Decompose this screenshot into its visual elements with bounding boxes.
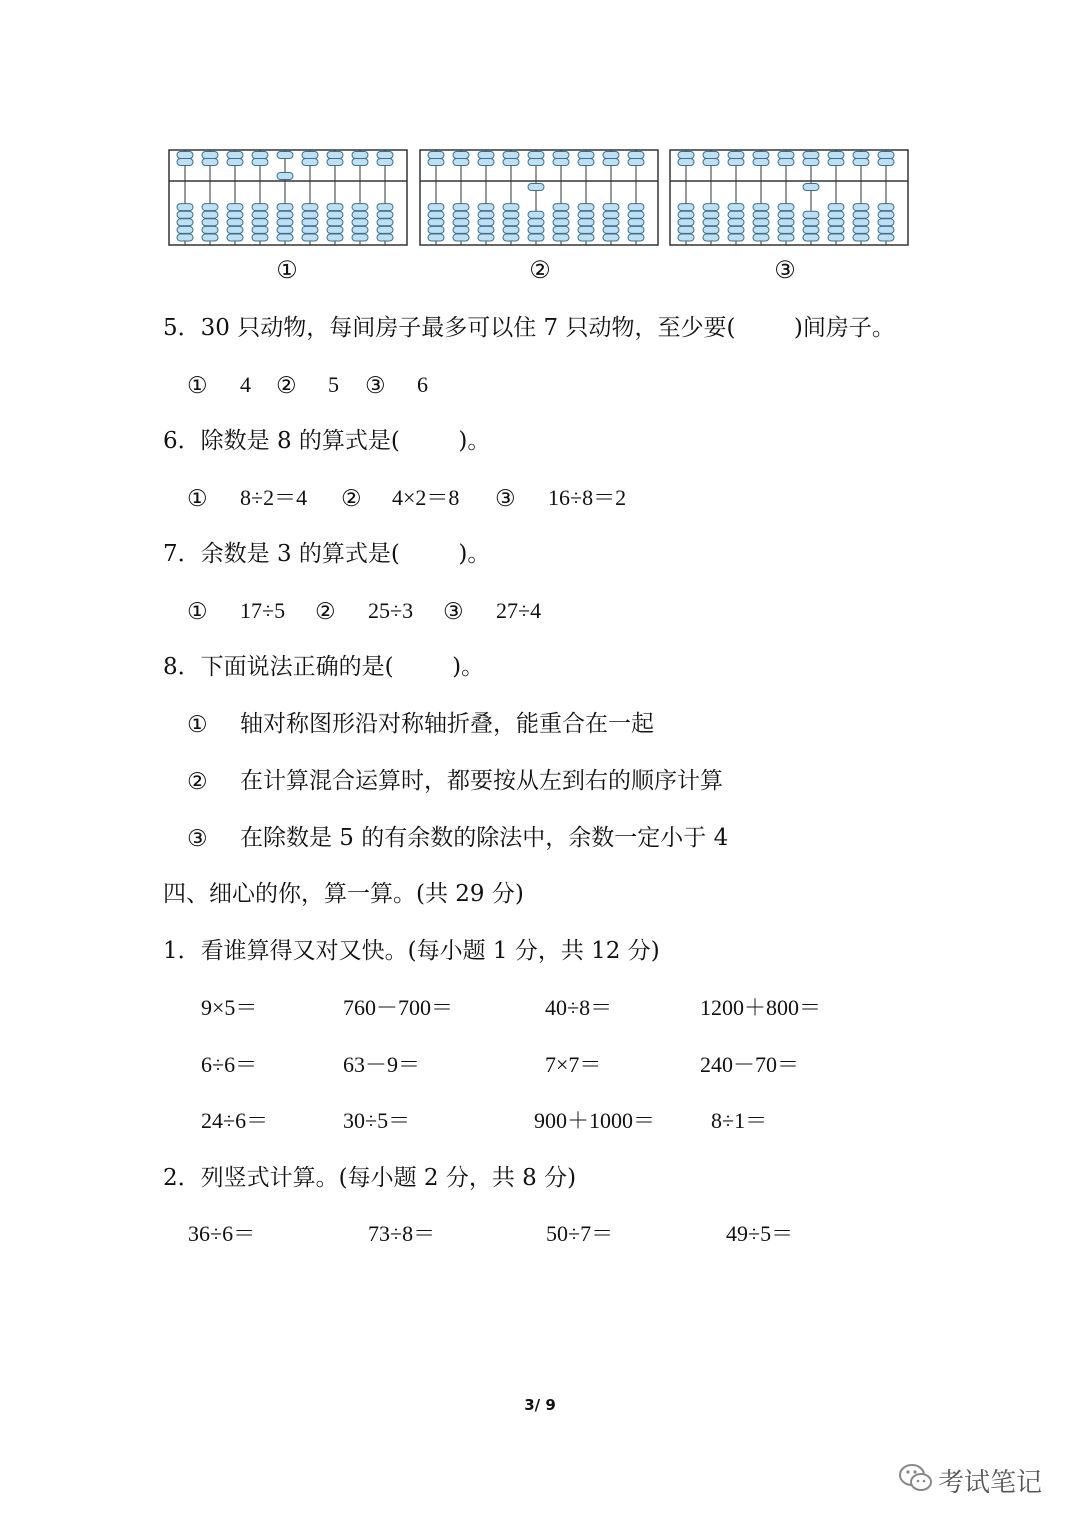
abacus-bead bbox=[803, 226, 819, 233]
q8-option-1: 轴对称图形沿对称轴折叠，能重合在一起 bbox=[240, 711, 654, 737]
abacus-bead bbox=[578, 204, 594, 211]
abacus-bead bbox=[177, 159, 193, 166]
wechat-icon bbox=[898, 1462, 934, 1496]
watermark-text: 考试笔记 bbox=[938, 1468, 1043, 1498]
abacus-bead bbox=[377, 152, 393, 159]
abacus-bead bbox=[878, 219, 894, 226]
abacus-bead bbox=[553, 204, 569, 211]
abacus-bead bbox=[803, 234, 819, 241]
vertical-calc-1: 36÷6＝ bbox=[188, 1221, 256, 1246]
q5-option-1-mark: ① bbox=[187, 373, 208, 399]
q8-option-2-mark: ② bbox=[187, 769, 208, 795]
abacus-bead bbox=[428, 152, 444, 159]
abacus-bead bbox=[302, 152, 318, 159]
abacus-bead bbox=[202, 234, 218, 241]
abacus-bead bbox=[453, 219, 469, 226]
abacus-bead bbox=[327, 219, 343, 226]
abacus-bead bbox=[603, 234, 619, 241]
abacus-bead bbox=[302, 226, 318, 233]
abacus-bead bbox=[828, 234, 844, 241]
abacus-bead bbox=[177, 234, 193, 241]
abacus-bead bbox=[578, 226, 594, 233]
abacus-bead bbox=[327, 159, 343, 166]
abacus-bead bbox=[252, 211, 268, 218]
abacus-bead bbox=[603, 211, 619, 218]
abacus-bead bbox=[428, 159, 444, 166]
abacus-bead bbox=[703, 211, 719, 218]
abacus-3 bbox=[669, 148, 911, 248]
abacus-bead bbox=[327, 211, 343, 218]
abacus-bead bbox=[803, 184, 819, 191]
abacus-bead bbox=[302, 211, 318, 218]
abacus-bead bbox=[277, 204, 293, 211]
q8-option-2: 在计算混合运算时，都要按从左到右的顺序计算 bbox=[240, 768, 723, 794]
abacus-bead bbox=[327, 234, 343, 241]
abacus-bead bbox=[252, 226, 268, 233]
abacus-bead bbox=[227, 152, 243, 159]
section-4-part-2-title: 2．列竖式计算。(每小题 2 分，共 8 分) bbox=[163, 1165, 577, 1191]
abacus-bead bbox=[828, 226, 844, 233]
q6-option-1-mark: ① bbox=[187, 486, 208, 512]
abacus-bead bbox=[202, 204, 218, 211]
abacus-bead bbox=[428, 234, 444, 241]
calc-r2-c1: 6÷6＝ bbox=[201, 1052, 258, 1077]
vertical-calc-3: 50÷7＝ bbox=[546, 1221, 614, 1246]
abacus-bead bbox=[352, 226, 368, 233]
question-5: 5．30 只动物，每间房子最多可以住 7 只动物，至少要( )间房子。 bbox=[163, 315, 895, 341]
calc-r3-c4: 8÷1＝ bbox=[711, 1108, 768, 1133]
calc-r2-c2: 63－9＝ bbox=[343, 1052, 421, 1077]
q7-option-3-mark: ③ bbox=[443, 599, 464, 625]
abacus-bead bbox=[603, 152, 619, 159]
abacus-bead bbox=[753, 204, 769, 211]
abacus-bead bbox=[528, 159, 544, 166]
abacus-bead bbox=[578, 211, 594, 218]
abacus-bead bbox=[352, 234, 368, 241]
abacus-bead bbox=[828, 211, 844, 218]
calc-r1-c4: 1200＋800＝ bbox=[700, 995, 822, 1020]
abacus-bead bbox=[453, 211, 469, 218]
abacus-bead bbox=[252, 159, 268, 166]
abacus-bead bbox=[728, 226, 744, 233]
calc-r3-c1: 24÷6＝ bbox=[201, 1108, 269, 1133]
q6-option-1: 8÷2＝4 bbox=[240, 485, 308, 510]
abacus-bead bbox=[503, 226, 519, 233]
abacus-bead bbox=[778, 211, 794, 218]
abacus-bead bbox=[478, 219, 494, 226]
abacus-bead bbox=[252, 234, 268, 241]
abacus-bead bbox=[878, 152, 894, 159]
abacus-bead bbox=[478, 226, 494, 233]
abacus-bead bbox=[828, 204, 844, 211]
abacus-bead bbox=[853, 234, 869, 241]
question-7: 7．余数是 3 的算式是( )。 bbox=[163, 541, 491, 567]
abacus-bead bbox=[878, 204, 894, 211]
q6-option-3: 16÷8＝2 bbox=[548, 485, 627, 510]
abacus-bead bbox=[728, 211, 744, 218]
abacus-bead bbox=[853, 152, 869, 159]
abacus-bead bbox=[553, 219, 569, 226]
abacus-bead bbox=[528, 152, 544, 159]
abacus-bead bbox=[478, 234, 494, 241]
q7-option-1-mark: ① bbox=[187, 599, 208, 625]
abacus-bead bbox=[352, 211, 368, 218]
abacus-bead bbox=[678, 204, 694, 211]
abacus-bead bbox=[277, 211, 293, 218]
abacus-bead bbox=[377, 226, 393, 233]
abacus-bead bbox=[177, 219, 193, 226]
abacus-bead bbox=[703, 152, 719, 159]
abacus-bead bbox=[603, 204, 619, 211]
abacus-bead bbox=[227, 219, 243, 226]
abacus-bead bbox=[778, 226, 794, 233]
abacus-bead bbox=[828, 152, 844, 159]
q5-option-1: 4 bbox=[240, 372, 251, 397]
abacus-bead bbox=[478, 159, 494, 166]
watermark bbox=[898, 1458, 1058, 1498]
abacus-bead bbox=[528, 211, 544, 218]
abacus-bead bbox=[177, 226, 193, 233]
abacus-bead bbox=[227, 204, 243, 211]
abacus-bead bbox=[352, 219, 368, 226]
abacus-bead bbox=[628, 152, 644, 159]
q7-option-2: 25÷3 bbox=[368, 598, 414, 623]
q8-option-1-mark: ① bbox=[187, 712, 208, 738]
abacus-bead bbox=[302, 219, 318, 226]
q7-option-3: 27÷4 bbox=[496, 598, 542, 623]
abacus-bead bbox=[628, 219, 644, 226]
abacus-bead bbox=[277, 173, 293, 180]
abacus-bead bbox=[252, 204, 268, 211]
abacus-bead bbox=[853, 211, 869, 218]
abacus-bead bbox=[878, 159, 894, 166]
question-6: 6．除数是 8 的算式是( )。 bbox=[163, 428, 491, 454]
abacus-bead bbox=[528, 226, 544, 233]
abacus-bead bbox=[578, 219, 594, 226]
abacus-bead bbox=[878, 211, 894, 218]
abacus-bead bbox=[503, 211, 519, 218]
abacus-bead bbox=[678, 219, 694, 226]
abacus-bead bbox=[628, 204, 644, 211]
abacus-bead bbox=[778, 204, 794, 211]
q5-option-2-mark: ② bbox=[276, 373, 297, 399]
calc-r1-c2: 760－700＝ bbox=[343, 995, 454, 1020]
abacus-bead bbox=[678, 152, 694, 159]
abacus-bead bbox=[503, 219, 519, 226]
abacus-bead bbox=[202, 159, 218, 166]
abacus-bead bbox=[453, 159, 469, 166]
abacus-bead bbox=[503, 152, 519, 159]
vertical-calc-4: 49÷5＝ bbox=[726, 1221, 794, 1246]
abacus-bead bbox=[878, 226, 894, 233]
q5-option-3-mark: ③ bbox=[365, 373, 386, 399]
abacus-bead bbox=[553, 211, 569, 218]
abacus-bead bbox=[428, 204, 444, 211]
abacus-bead bbox=[277, 219, 293, 226]
abacus-bead bbox=[703, 204, 719, 211]
q6-option-2-mark: ② bbox=[341, 486, 362, 512]
abacus-bead bbox=[327, 226, 343, 233]
q6-option-2: 4×2＝8 bbox=[392, 485, 460, 510]
abacus-bead bbox=[177, 211, 193, 218]
abacus-bead bbox=[753, 226, 769, 233]
abacus-bead bbox=[277, 152, 293, 159]
calc-r2-c3: 7×7＝ bbox=[545, 1052, 602, 1077]
abacus-bead bbox=[202, 219, 218, 226]
abacus-bead bbox=[177, 204, 193, 211]
abacus-bead bbox=[227, 226, 243, 233]
abacus-bead bbox=[352, 152, 368, 159]
abacus-bead bbox=[703, 226, 719, 233]
abacus-bead bbox=[327, 204, 343, 211]
abacus-bead bbox=[853, 159, 869, 166]
abacus-bead bbox=[428, 211, 444, 218]
abacus-bead bbox=[453, 204, 469, 211]
abacus-bead bbox=[478, 211, 494, 218]
abacus-bead bbox=[302, 204, 318, 211]
abacus-label-1: ① bbox=[276, 256, 298, 284]
abacus-bead bbox=[453, 152, 469, 159]
q5-option-3: 6 bbox=[417, 372, 428, 397]
abacus-bead bbox=[728, 152, 744, 159]
abacus-bead bbox=[603, 219, 619, 226]
abacus-bead bbox=[377, 211, 393, 218]
abacus-bead bbox=[252, 219, 268, 226]
abacus-bead bbox=[503, 234, 519, 241]
abacus-bead bbox=[528, 234, 544, 241]
abacus-bead bbox=[803, 152, 819, 159]
abacus-bead bbox=[377, 219, 393, 226]
abacus-bead bbox=[628, 159, 644, 166]
abacus-bead bbox=[803, 159, 819, 166]
abacus-bead bbox=[227, 159, 243, 166]
abacus-bead bbox=[177, 152, 193, 159]
calc-r1-c1: 9×5＝ bbox=[201, 995, 258, 1020]
abacus-bead bbox=[853, 226, 869, 233]
abacus-bead bbox=[678, 234, 694, 241]
abacus-bead bbox=[578, 152, 594, 159]
abacus-bead bbox=[753, 159, 769, 166]
section-4-part-1-title: 1．看谁算得又对又快。(每小题 1 分，共 12 分) bbox=[163, 938, 660, 964]
abacus-bead bbox=[202, 152, 218, 159]
abacus-bead bbox=[753, 234, 769, 241]
q8-option-3: 在除数是 5 的有余数的除法中，余数一定小于 4 bbox=[240, 825, 729, 851]
abacus-bead bbox=[703, 234, 719, 241]
abacus-bead bbox=[828, 159, 844, 166]
vertical-calc-2: 73÷8＝ bbox=[368, 1221, 436, 1246]
abacus-bead bbox=[778, 234, 794, 241]
abacus-bead bbox=[377, 204, 393, 211]
abacus-bead bbox=[202, 211, 218, 218]
abacus-bead bbox=[578, 234, 594, 241]
abacus-bead bbox=[753, 152, 769, 159]
abacus-bead bbox=[728, 204, 744, 211]
abacus-bead bbox=[553, 152, 569, 159]
abacus-bead bbox=[553, 159, 569, 166]
abacus-bead bbox=[503, 204, 519, 211]
page-number: 3/ 9 bbox=[524, 1396, 556, 1414]
abacus-bead bbox=[478, 152, 494, 159]
abacus-bead bbox=[428, 226, 444, 233]
abacus-bead bbox=[678, 159, 694, 166]
abacus-1 bbox=[168, 148, 410, 248]
abacus-bead bbox=[603, 159, 619, 166]
abacus-bead bbox=[553, 234, 569, 241]
abacus-bead bbox=[853, 219, 869, 226]
abacus-bead bbox=[728, 219, 744, 226]
section-4-title: 四、细心的你，算一算。(共 29 分) bbox=[163, 881, 524, 907]
abacus-label-2: ② bbox=[529, 256, 551, 284]
abacus-bead bbox=[478, 204, 494, 211]
abacus-bead bbox=[327, 152, 343, 159]
abacus-bead bbox=[453, 226, 469, 233]
abacus-bead bbox=[528, 219, 544, 226]
abacus-bead bbox=[828, 219, 844, 226]
abacus-bead bbox=[778, 159, 794, 166]
abacus-bead bbox=[703, 159, 719, 166]
abacus-bead bbox=[678, 226, 694, 233]
q7-option-2-mark: ② bbox=[315, 599, 336, 625]
abacus-bead bbox=[728, 159, 744, 166]
q5-option-2: 5 bbox=[328, 372, 339, 397]
abacus-bead bbox=[578, 159, 594, 166]
abacus-bead bbox=[277, 226, 293, 233]
abacus-bead bbox=[778, 219, 794, 226]
q6-option-3-mark: ③ bbox=[495, 486, 516, 512]
abacus-bead bbox=[277, 234, 293, 241]
q7-option-1: 17÷5 bbox=[240, 598, 286, 623]
abacus-bead bbox=[377, 234, 393, 241]
question-8: 8．下面说法正确的是( )。 bbox=[163, 654, 485, 680]
abacus-bead bbox=[428, 219, 444, 226]
calc-r3-c2: 30÷5＝ bbox=[343, 1108, 411, 1133]
abacus-bead bbox=[678, 211, 694, 218]
abacus-label-3: ③ bbox=[774, 256, 796, 284]
abacus-bead bbox=[728, 234, 744, 241]
abacus-bead bbox=[227, 234, 243, 241]
abacus-bead bbox=[202, 226, 218, 233]
abacus-2 bbox=[419, 148, 661, 248]
abacus-bead bbox=[352, 204, 368, 211]
abacus-bead bbox=[302, 159, 318, 166]
abacus-bead bbox=[553, 226, 569, 233]
calc-r2-c4: 240－70＝ bbox=[700, 1052, 800, 1077]
abacus-bead bbox=[528, 184, 544, 191]
abacus-bead bbox=[503, 159, 519, 166]
calc-r3-c3: 900＋1000＝ bbox=[534, 1108, 656, 1133]
abacus-bead bbox=[628, 226, 644, 233]
abacus-bead bbox=[252, 152, 268, 159]
abacus-bead bbox=[628, 211, 644, 218]
abacus-bead bbox=[753, 219, 769, 226]
abacus-bead bbox=[853, 204, 869, 211]
calc-r1-c3: 40÷8＝ bbox=[545, 995, 613, 1020]
abacus-bead bbox=[778, 152, 794, 159]
abacus-bead bbox=[628, 234, 644, 241]
abacus-bead bbox=[377, 159, 393, 166]
abacus-bead bbox=[878, 234, 894, 241]
abacus-bead bbox=[302, 234, 318, 241]
abacus-bead bbox=[227, 211, 243, 218]
q8-option-3-mark: ③ bbox=[187, 826, 208, 852]
abacus-bead bbox=[703, 219, 719, 226]
abacus-bead bbox=[803, 211, 819, 218]
abacus-bead bbox=[453, 234, 469, 241]
abacus-bead bbox=[753, 211, 769, 218]
abacus-bead bbox=[803, 219, 819, 226]
abacus-bead bbox=[352, 159, 368, 166]
abacus-bead bbox=[603, 226, 619, 233]
